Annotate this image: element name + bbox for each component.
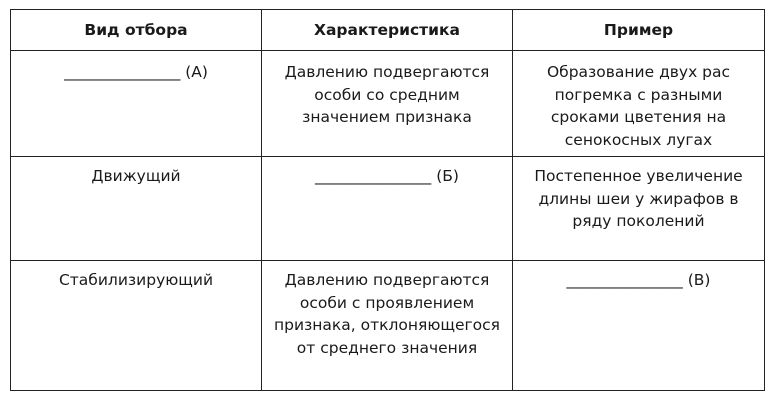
header-row bbox=[11, 10, 765, 51]
header-selection-type: Вид отбора bbox=[11, 10, 262, 51]
type-text: Движущий bbox=[91, 167, 181, 185]
table-row bbox=[11, 157, 765, 261]
blank-a-text: _______________ (А) bbox=[64, 63, 208, 81]
cell-example bbox=[513, 51, 765, 157]
cell-example bbox=[513, 157, 765, 261]
header-example: Пример bbox=[513, 10, 765, 51]
cell-type bbox=[11, 157, 262, 261]
characteristic-text: Давлению подвергаются особи со средним значением признака bbox=[284, 63, 490, 126]
blank-b-text: _______________ (Б) bbox=[315, 167, 459, 185]
cell-type-blank-a bbox=[11, 51, 262, 157]
example-text: Образование двух рас погремка с разными сроками цветения на сенокосных лугах bbox=[546, 63, 731, 149]
example-text: Постепенное увеличение длины шеи у жирафов в ряду поколений bbox=[534, 167, 743, 230]
cell-example-blank-v bbox=[513, 261, 765, 391]
characteristic-text: Давлению подвергаются особи с проявлением признака, отклоняющегося от среднего значения bbox=[273, 271, 500, 357]
cell-type bbox=[11, 261, 262, 391]
blank-v-text: _______________ (В) bbox=[566, 271, 711, 289]
cell-characteristic-blank-b bbox=[262, 157, 513, 261]
cell-characteristic bbox=[262, 261, 513, 391]
table-row bbox=[11, 51, 765, 157]
selection-types-table bbox=[10, 9, 765, 391]
table-row bbox=[11, 261, 765, 391]
header-characteristic: Характеристика bbox=[262, 10, 513, 51]
type-text: Стабилизирующий bbox=[58, 271, 214, 289]
cell-characteristic bbox=[262, 51, 513, 157]
